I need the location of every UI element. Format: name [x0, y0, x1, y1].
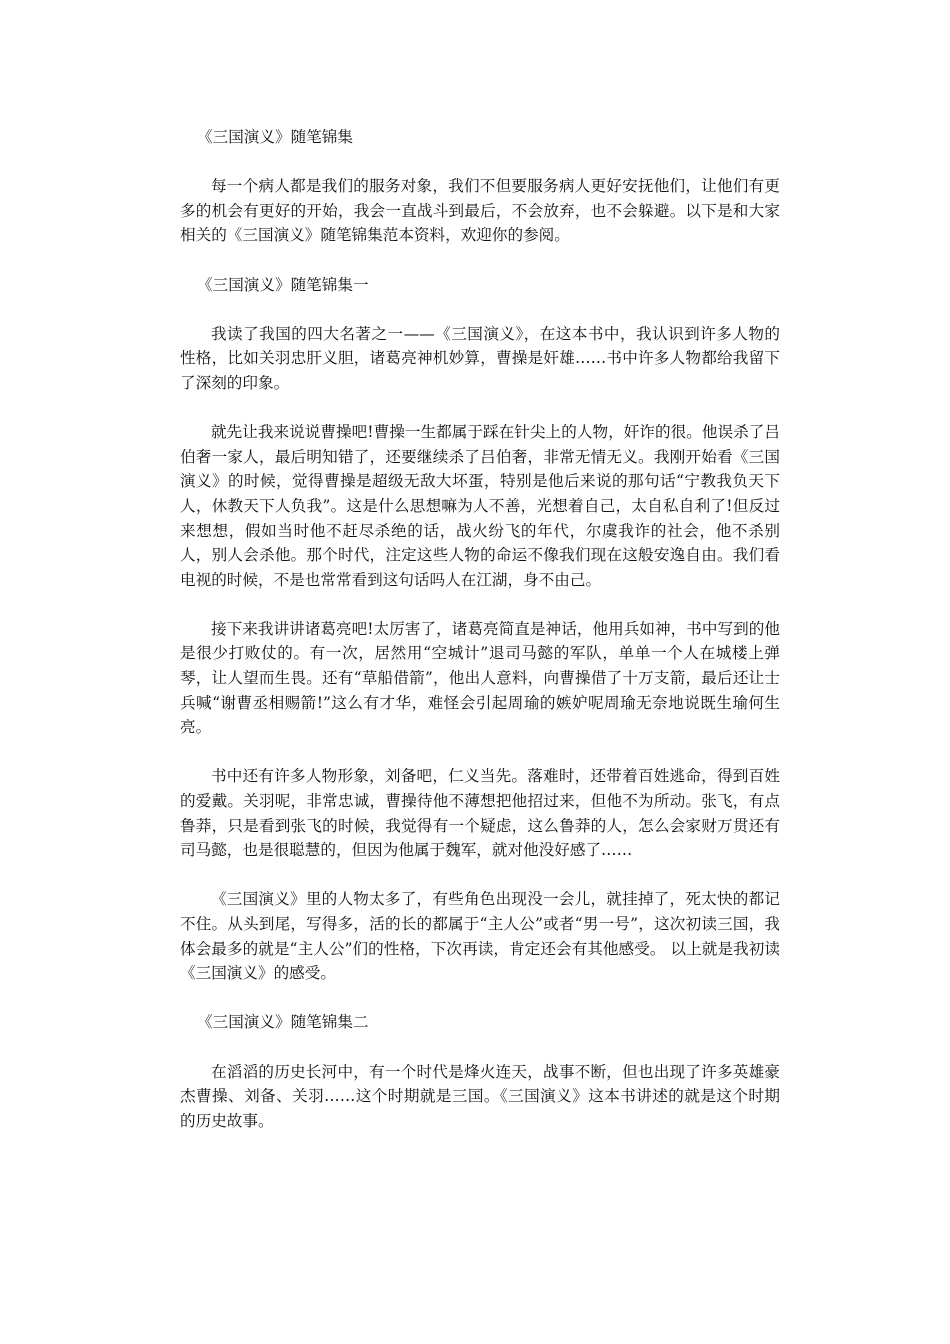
paragraph: 在滔滔的历史长河中，有一个时代是烽火连天，战事不断，但也出现了许多英雄豪杰曹操、刘备、关羽……这个时期就是三国。《三国演义》这本书讲述的就是这个时期的历史故事。	[180, 1062, 780, 1130]
paragraph: 接下来我讲讲诸葛亮吧!太厉害了，诸葛亮简直是神话，他用兵如神，书中写到的他是很少打败仗的。有一次，居然用“空城计”退司马懿的军队，单单一个人在城楼上弹琴，让人望而生畏。还有“草船借箭”，他出人意料，向曹操借了十万支箭，最后还让士兵喊“谢曹丞相赐箭!”这么有才华，难怪会引起周瑜的嫉妒呢周瑜无奈地说既生瑜何生亮。	[180, 619, 780, 737]
document-title: 《三国演义》随笔锦集	[197, 128, 353, 146]
section-heading-2: 《三国演义》随笔锦集二	[197, 1013, 369, 1032]
paragraph: 《三国演义》里的人物太多了，有些角色出现没一会儿，就挂掉了，死太快的都记不住。从头到尾，写得多，活的长的都属于“主人公”或者“男一号”，这次初读三国，我体会最多的就是“主人公”们的性格，下次再读，肯定还会有其他感受。 以上就是我初读《三国演义》的感受。	[180, 890, 780, 983]
paragraph: 我读了我国的四大名著之一——《三国演义》，在这本书中，我认识到许多人物的性格，比如关羽忠肝义胆，诸葛亮神机妙算，曹操是奸雄……书中许多人物都给我留下了深刻的印象。	[180, 324, 780, 392]
intro-paragraph: 每一个病人都是我们的服务对象，我们不但要服务病人更好安抚他们，让他们有更多的机会有更好的开始，我会一直战斗到最后，不会放弃，也不会躲避。以下是和大家相关的《三国演义》随笔锦集范本资料，欢迎你的参阅。	[180, 177, 780, 245]
paragraph: 书中还有许多人物形象，刘备吧，仁义当先。落难时，还带着百姓逃命，得到百姓的爱戴。关羽呢，非常忠诚，曹操待他不薄想把他招过来，但他不为所动。张飞，有点鲁莽，只是看到张飞的时候，我觉得有一个疑虑，这么鲁莽的人，怎么会家财万贯还有司马懿，也是很聪慧的，但因为他属于魏军，就对他没好感了……	[180, 767, 780, 860]
document-body	[180, 120, 780, 1158]
section-heading-1: 《三国演义》随笔锦集一	[197, 275, 369, 294]
paragraph: 就先让我来说说曹操吧!曹操一生都属于踩在针尖上的人物，奸诈的很。他误杀了吕伯奢一家人，最后明知错了，还要继续杀了吕伯奢，非常无情无义。我刚开始看《三国演义》的时候，觉得曹操是超级无敌大坏蛋，特别是他后来说的那句话“宁教我负天下人，休教天下人负我”。这是什么思想嘛为人不善，光想着自己，太自私自利了!但反过来想想，假如当时他不赶尽杀绝的话，战火纷飞的年代，尔虞我诈的社会，他不杀别人，别人会杀他。那个时代，注定这些人物的命运不像我们现在这般安逸自由。我们看电视的时候，不是也常常看到这句话吗人在江湖，身不由己。	[180, 423, 780, 589]
